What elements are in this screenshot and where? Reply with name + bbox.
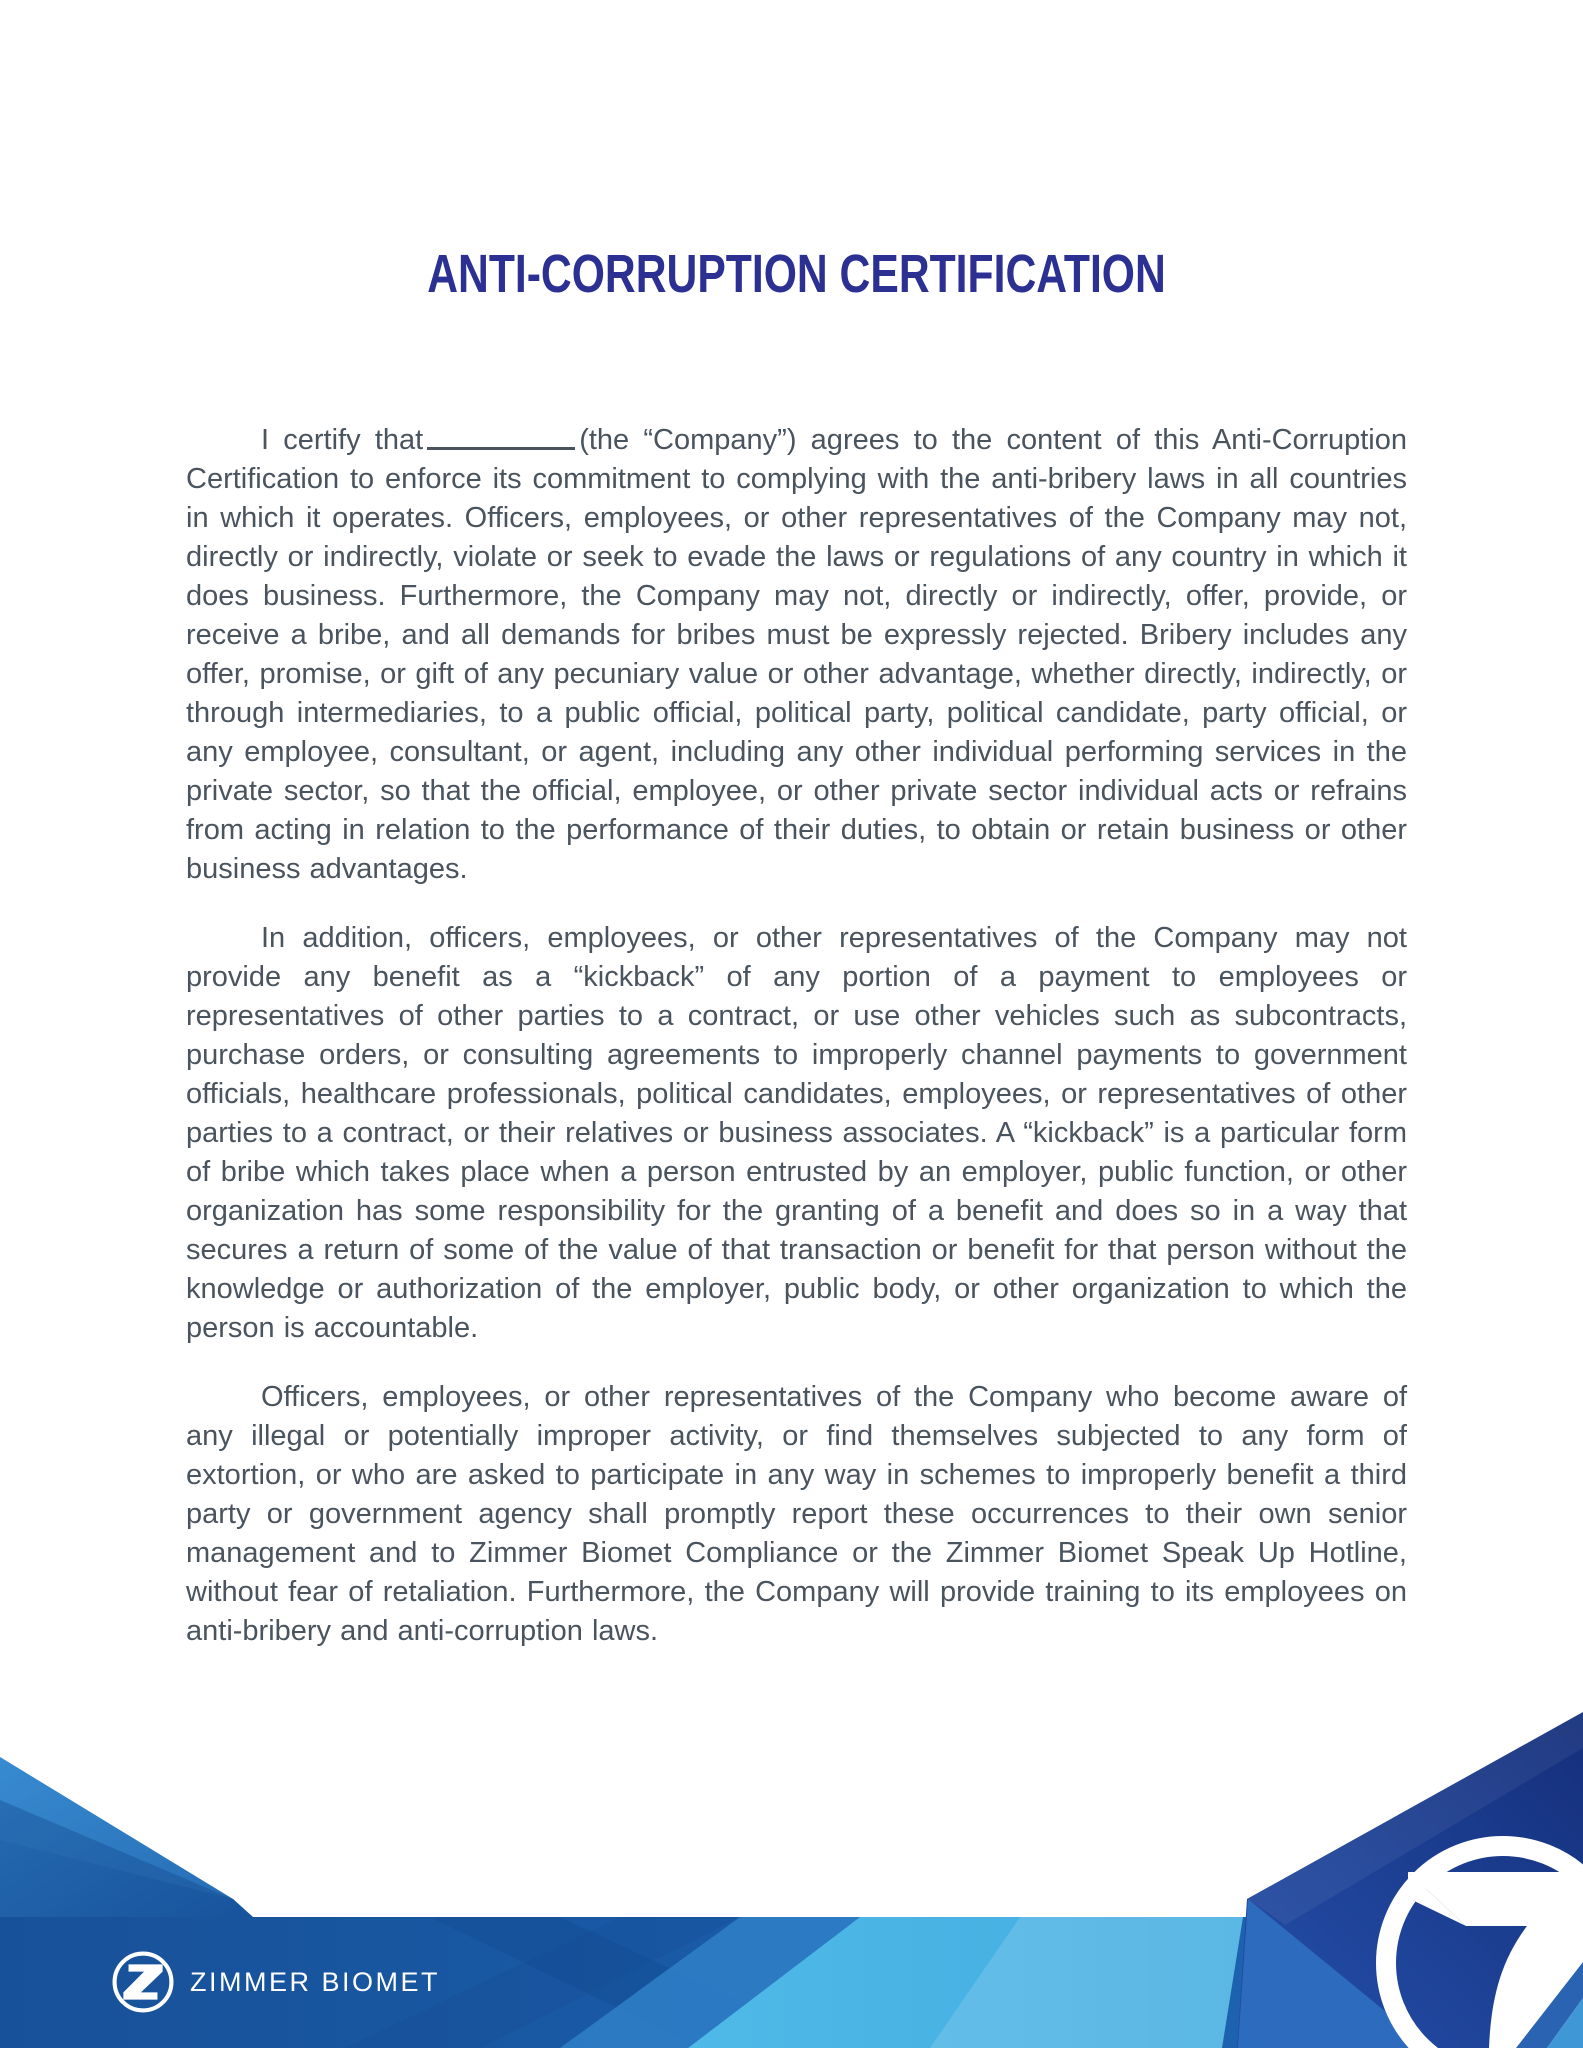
- paragraph-certify: [186, 421, 1407, 889]
- zimmer-biomet-logo: [112, 1950, 440, 2014]
- company-name-blank[interactable]: [427, 427, 575, 450]
- left-wedge-shape: [0, 1757, 253, 1917]
- paragraph-reporting: Officers, employees, or other representatives of the Company who become aware of any illegal or potentially improper activity, or find themselves subjected to any form of extortion, or who are asked to participate in any way in schemes to improperly benefit a third party or government agency shall promptly report these occurrences to their own senior management and to Zimmer Biomet Compliance or the Zimmer Biomet Speak Up Hotline, without fear of retaliation. Furthermore, the Company will provide training to its employees on anti-bribery and anti-corruption laws.: [186, 1381, 1407, 1647]
- document-page: [186, 244, 1407, 1681]
- paragraph-text: (the “Company”) agrees to the content of this Anti-Corruption Certification to enforce its commitment to complying with the anti-bribery laws in all countries in which it operates. Officers, employees, or other representatives of the Company may not, directly or indirectly, violate or seek to evade the laws or regulations of any country in which it does business. Furthermore, the Company may not, directly or indirectly, offer, provide, or receive a bribe, and all demands for bribes must be expressly rejected. Bribery includes any offer, promise, or gift of any pecuniary value or other advantage, whether directly, indirectly, or through intermediaries, to a public official, political party, political candidate, party official, or any employee, consultant, or agent, including any other individual performing services in the private sector, so that the official, employee, or other private sector individual acts or refrains from acting in relation to the performance of their duties, to obtain or retain business or other business advantages.: [186, 424, 1407, 885]
- document-body: [186, 421, 1407, 1651]
- page-title: ANTI-CORRUPTION CERTIFICATION: [427, 244, 1166, 304]
- paragraph-kickback: In addition, officers, employees, or other representatives of the Company may not provide any benefit as a “kickback” of any portion of a payment to employees or representatives of other parties to a contract, or use other vehicles such as subcontracts, purchase orders, or consulting agreements to improperly channel payments to government officials, healthcare professionals, political candidates, employees, or representatives of other parties to a contract, or their relatives or business associates. A “kickback” is a particular form of bribe which takes place when a person entrusted by an employer, public function, or other organization has some responsibility for the granting of a benefit and does so in a way that secures a return of some of the value of that transaction or benefit for that person without the knowledge or authorization of the employer, public body, or other organization to which the person is accountable.: [186, 922, 1407, 1344]
- brand-wordmark: ZIMMER BIOMET: [190, 1967, 440, 1997]
- paragraph-text: I certify that: [261, 424, 424, 456]
- z-circle-icon: [112, 1951, 174, 2013]
